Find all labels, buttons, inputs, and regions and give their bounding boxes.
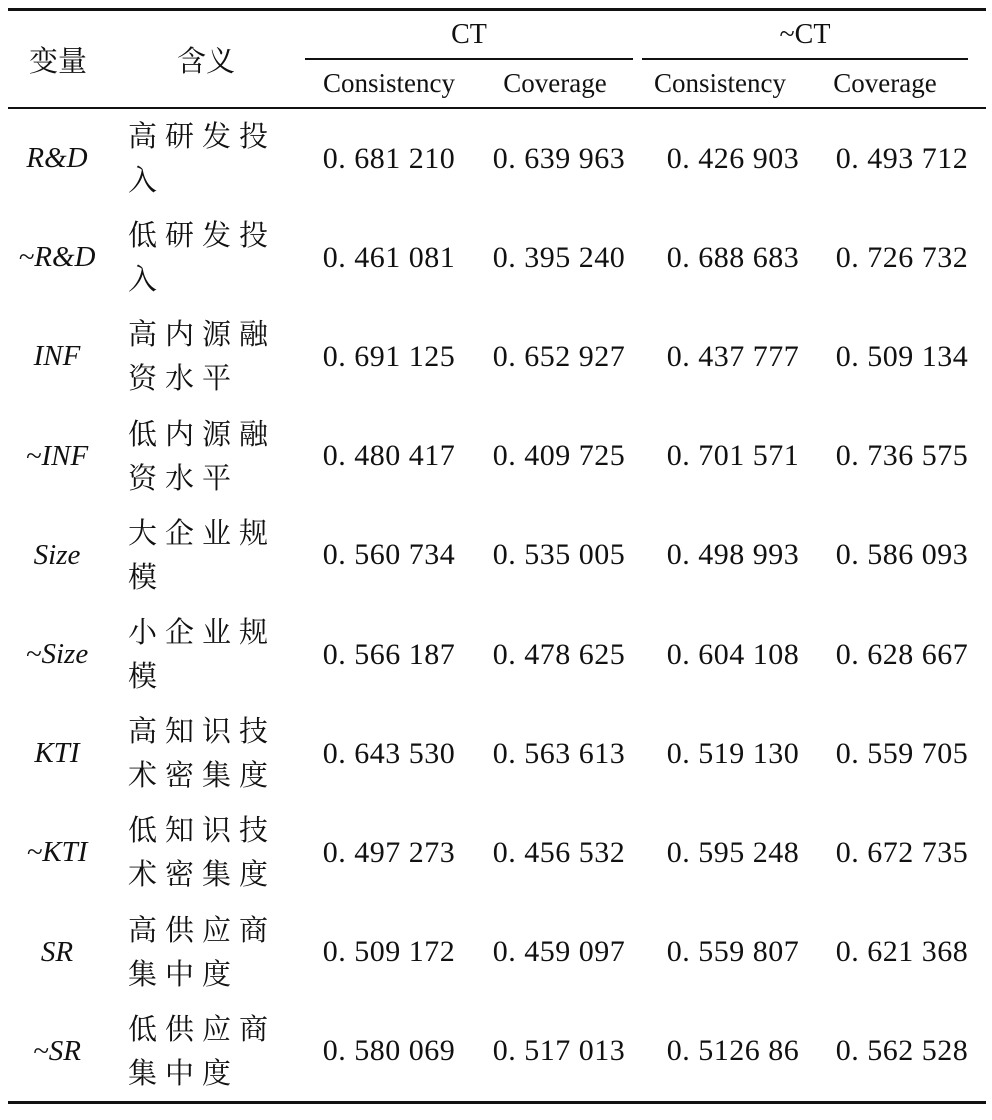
variable-cell: ~Size: [25, 638, 89, 671]
not-ct-consistency-cell: 0. 604 108: [666, 637, 800, 671]
ct-coverage-cell: 0. 535 005: [492, 538, 626, 572]
ct-coverage-cell: 0. 459 097: [492, 935, 626, 969]
variable-cell: INF: [33, 340, 81, 373]
ct-coverage-cell: 0. 456 532: [492, 835, 626, 869]
not-ct-coverage-cell: 0. 628 667: [835, 637, 969, 671]
header-meaning: 含义: [176, 44, 235, 78]
meaning-cell: 高研发投入: [128, 119, 277, 197]
ct-coverage-cell: 0. 478 625: [492, 637, 626, 671]
header-ct: CT: [451, 19, 487, 50]
meaning-cell: 低研发投入: [128, 218, 277, 297]
not-ct-consistency-cell: 0. 701 571: [666, 439, 800, 473]
variable-cell: ~SR: [33, 1034, 81, 1067]
not-ct-coverage-cell: 0. 672 735: [835, 835, 969, 869]
not-ct-coverage-cell: 0. 736 575: [835, 439, 969, 473]
ct-consistency-cell: 0. 681 210: [322, 141, 456, 175]
variable-cell: SR: [40, 935, 74, 968]
not-ct-coverage-cell: 0. 559 705: [835, 736, 969, 770]
variable-cell: KTI: [34, 737, 80, 770]
variable-cell: ~INF: [25, 439, 89, 472]
meaning-cell: 低供应商集中度: [128, 1011, 277, 1090]
ct-coverage-cell: 0. 639 963: [492, 141, 626, 175]
not-ct-coverage-cell: 0. 562 528: [835, 1034, 969, 1068]
ct-consistency-cell: 0. 480 417: [322, 439, 456, 473]
ct-consistency-cell: 0. 580 069: [322, 1034, 456, 1068]
not-ct-coverage-cell: 0. 509 134: [835, 339, 969, 373]
not-ct-consistency-cell: 0. 426 903: [666, 141, 800, 175]
ct-coverage-cell: 0. 652 927: [492, 339, 626, 373]
meaning-cell: 低内源融资水平: [128, 416, 277, 495]
not-ct-consistency-cell: 0. 498 993: [666, 538, 800, 572]
header-not-ct-consistency: Consistency: [654, 68, 786, 98]
ct-consistency-cell: 0. 566 187: [322, 637, 456, 671]
ct-coverage-cell: 0. 517 013: [492, 1034, 626, 1068]
meaning-cell: 大企业规模: [128, 515, 277, 594]
table-bottom-rule: [8, 1101, 986, 1104]
ct-consistency-cell: 0. 691 125: [322, 339, 456, 373]
not-ct-consistency-cell: 0. 437 777: [666, 339, 800, 373]
ct-consistency-cell: 0. 560 734: [322, 538, 456, 572]
not-ct-consistency-cell: 0. 595 248: [666, 835, 800, 869]
meaning-cell: 低知识技术密集度: [128, 813, 277, 892]
not-ct-coverage-cell: 0. 586 093: [835, 538, 969, 572]
not-ct-coverage-cell: 0. 726 732: [835, 240, 969, 274]
meaning-cell: 小企业规模: [128, 615, 277, 693]
not-ct-consistency-cell: 0. 519 130: [666, 736, 800, 770]
header-variable: 变量: [28, 44, 87, 78]
header-ct-consistency: Consistency: [323, 68, 455, 98]
variable-cell: Size: [33, 538, 81, 571]
header-ct-coverage: Coverage: [503, 68, 607, 98]
ct-consistency-cell: 0. 643 530: [322, 736, 456, 770]
not-ct-consistency-cell: 0. 688 683: [666, 240, 800, 274]
meaning-cell: 高供应商集中度: [128, 912, 277, 991]
not-ct-coverage-cell: 0. 621 368: [835, 935, 969, 969]
ct-coverage-cell: 0. 563 613: [492, 736, 626, 770]
not-ct-coverage-cell: 0. 493 712: [835, 141, 969, 175]
ct-coverage-cell: 0. 395 240: [492, 240, 626, 274]
variable-cell: ~KTI: [26, 836, 88, 869]
header-not-ct: ~CT: [779, 19, 831, 50]
ct-consistency-cell: 0. 509 172: [322, 935, 456, 969]
not-ct-consistency-cell: 0. 559 807: [666, 935, 800, 969]
header-not-ct-coverage: Coverage: [833, 68, 937, 98]
meaning-cell: 高内源融资水平: [128, 317, 277, 396]
not-ct-consistency-cell: 0. 5126 86: [666, 1034, 800, 1068]
meaning-cell: 高知识技术密集度: [128, 714, 277, 793]
ct-consistency-cell: 0. 461 081: [322, 240, 456, 274]
variable-cell: R&D: [26, 142, 88, 175]
variable-cell: ~R&D: [18, 241, 96, 274]
table-top-rule: [8, 8, 986, 11]
ct-consistency-cell: 0. 497 273: [322, 835, 456, 869]
ct-coverage-cell: 0. 409 725: [492, 439, 626, 473]
